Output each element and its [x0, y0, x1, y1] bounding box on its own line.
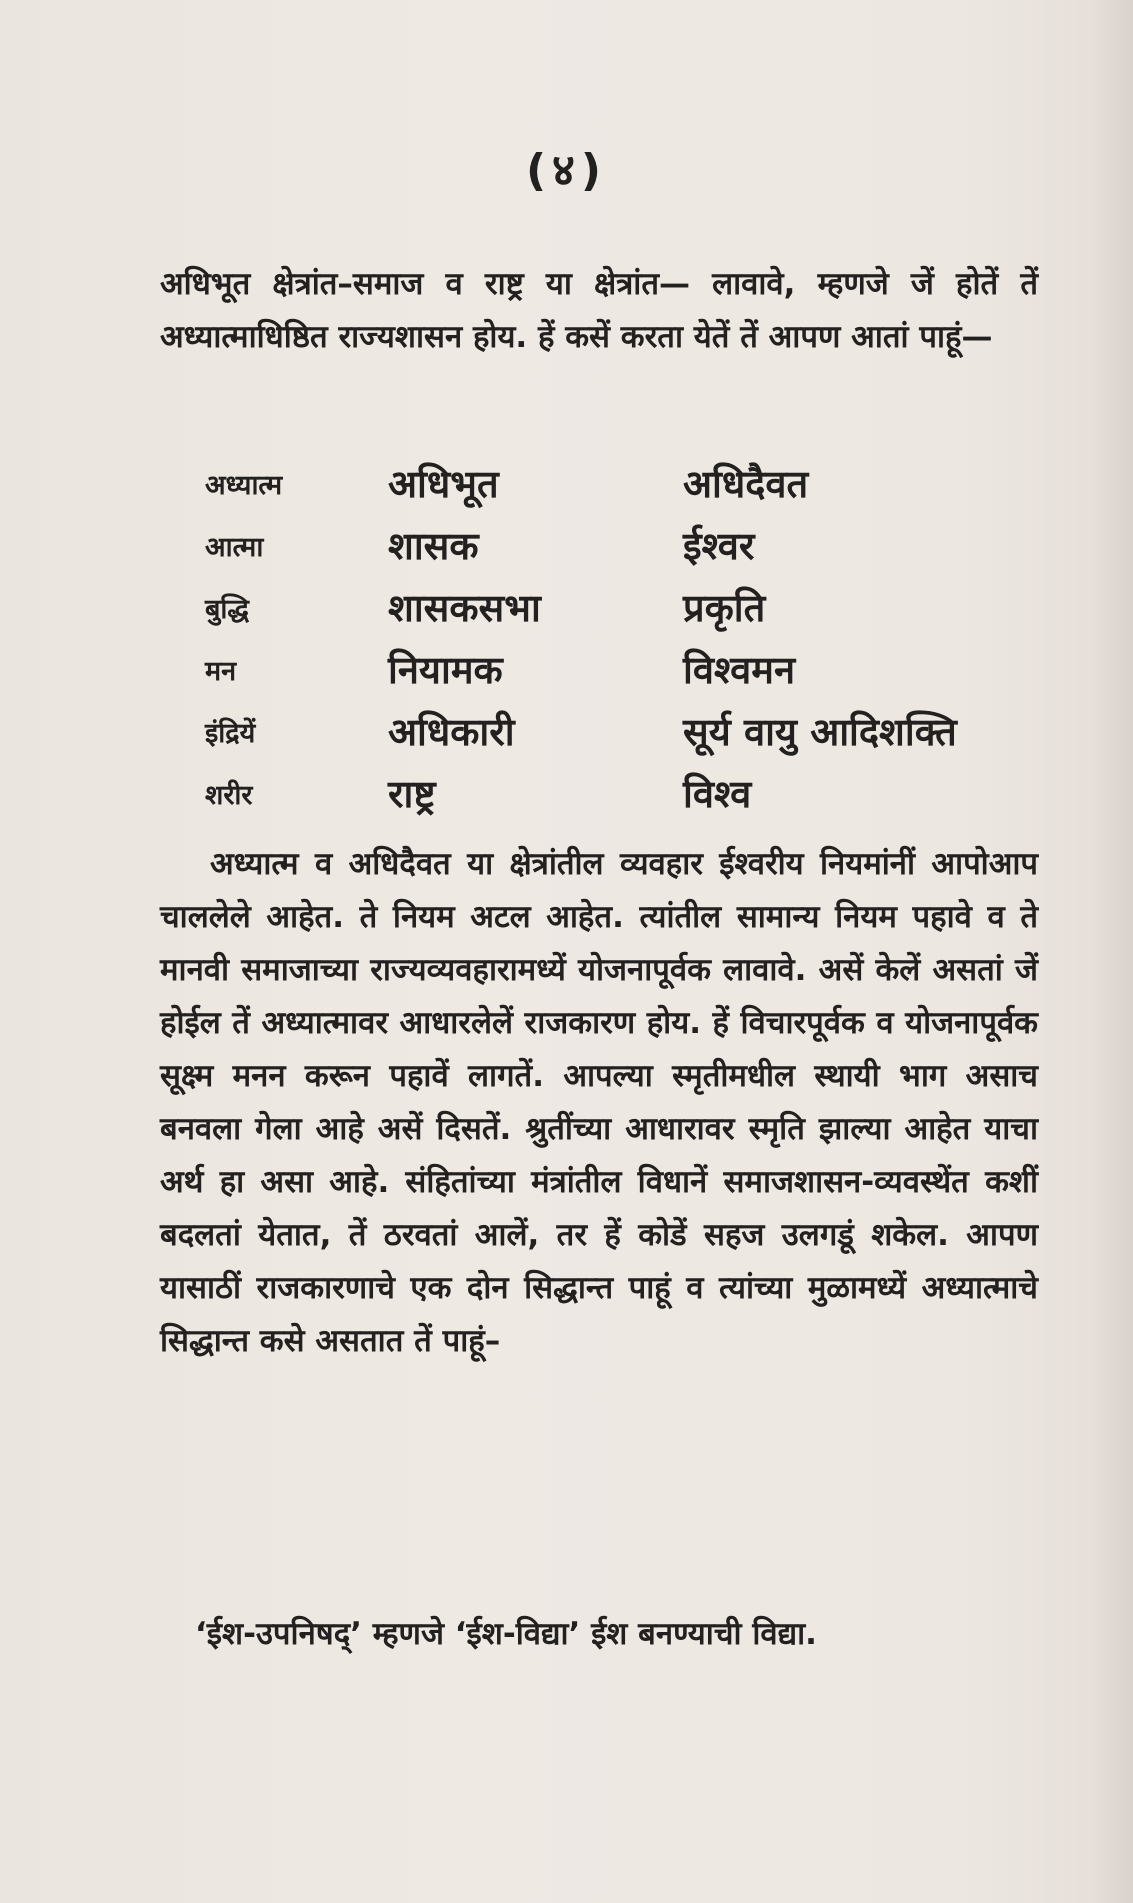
table-cell-adhibhuta: अधिकारी [388, 710, 515, 754]
table-row [205, 514, 1065, 576]
table-row [205, 638, 1065, 700]
table-cell-adhibhuta: नियामक [388, 648, 503, 692]
correspondence-table [205, 452, 1065, 824]
table-cell-adhibhuta: अधिभूत [388, 462, 499, 506]
table-cell-adhyatma: बुद्धि [205, 593, 249, 625]
table-cell-adhyatma: इंद्रियें [205, 717, 256, 749]
table-cell-adhyatma: आत्मा [205, 531, 264, 563]
table-cell-adhyatma: मन [205, 655, 237, 687]
table-cell-adhibhuta: राष्ट्र [388, 772, 436, 816]
table-cell-adhidaivata: ईश्वर [683, 524, 755, 568]
paragraph-main: अध्यात्म व अधिदैवत या क्षेत्रांतील व्यवहार ईश्वरीय नियमांनीं आपोआप चाललेले आहेत. ते नियम अटल आहेत. त्यांतील सामान्य नियम पहावे व ते मानवी समाजाच्या राज्यव्यवहारामध्यें योजनापूर्वक लावावे. असें केलें असतां जें होईल तें अध्यात्मावर आधारलेलें राजकारण होय. हें विचारपूर्वक व योजनापूर्वक सूक्ष्म मनन करून पहावें लागतें. आपल्या स्मृतीमधील स्थायी भाग असाच बनवला गेला आहे असें दिसतें. श्रुतींच्या आधारावर स्मृति झाल्या आहेत याचा अर्थ हा असा आहे. संहितांच्या मंत्रांतील विधानें समाजशासन-व्यवस्थेंत कशीं बदलतां येतात, तें ठरवतां आलें, तर हें कोडें सहज उलगडूं शकेल. आपण यासाठीं राजकारणाचे एक दोन सिद्धान्त पाहूं व त्यांच्या मुळामध्यें अध्यात्माचे सिद्धान्त कसे असतात तें पाहूं– [160, 846, 1038, 1359]
table-cell-adhyatma: अध्यात्म [205, 469, 283, 501]
table-cell-adhidaivata: विश्व [683, 772, 752, 816]
table-cell-adhidaivata: प्रकृति [683, 586, 766, 630]
table-cell-adhibhuta: शासकसभा [388, 586, 541, 630]
page-number: (४) [525, 145, 608, 196]
table-row [205, 762, 1065, 824]
paragraph-closing: ‘ईश-उपनिषद्’ म्हणजे ‘ईश-विद्या’ ईश बनण्याची विद्या. [195, 1616, 817, 1652]
table-cell-adhidaivata: सूर्य वायु आदिशक्ति [683, 710, 957, 754]
table-cell-adhyatma: शरीर [205, 779, 253, 811]
table-row [205, 700, 1065, 762]
page-edge-shadow [1093, 0, 1133, 1903]
table-row [205, 576, 1065, 638]
table-cell-adhidaivata: अधिदैवत [683, 462, 809, 506]
table-cell-adhibhuta: शासक [388, 524, 479, 568]
table-cell-adhidaivata: विश्वमन [683, 648, 796, 692]
paragraph-intro: अधिभूत क्षेत्रांत–समाज व राष्ट्र या क्षेत्रांत— लावावे, म्हणजे जें होतें तें अध्यात्माधिष्ठित राज्यशासन होय. हें कसें करता येतें तें आपण आतां पाहूं— [160, 266, 1038, 355]
table-row [205, 452, 1065, 514]
